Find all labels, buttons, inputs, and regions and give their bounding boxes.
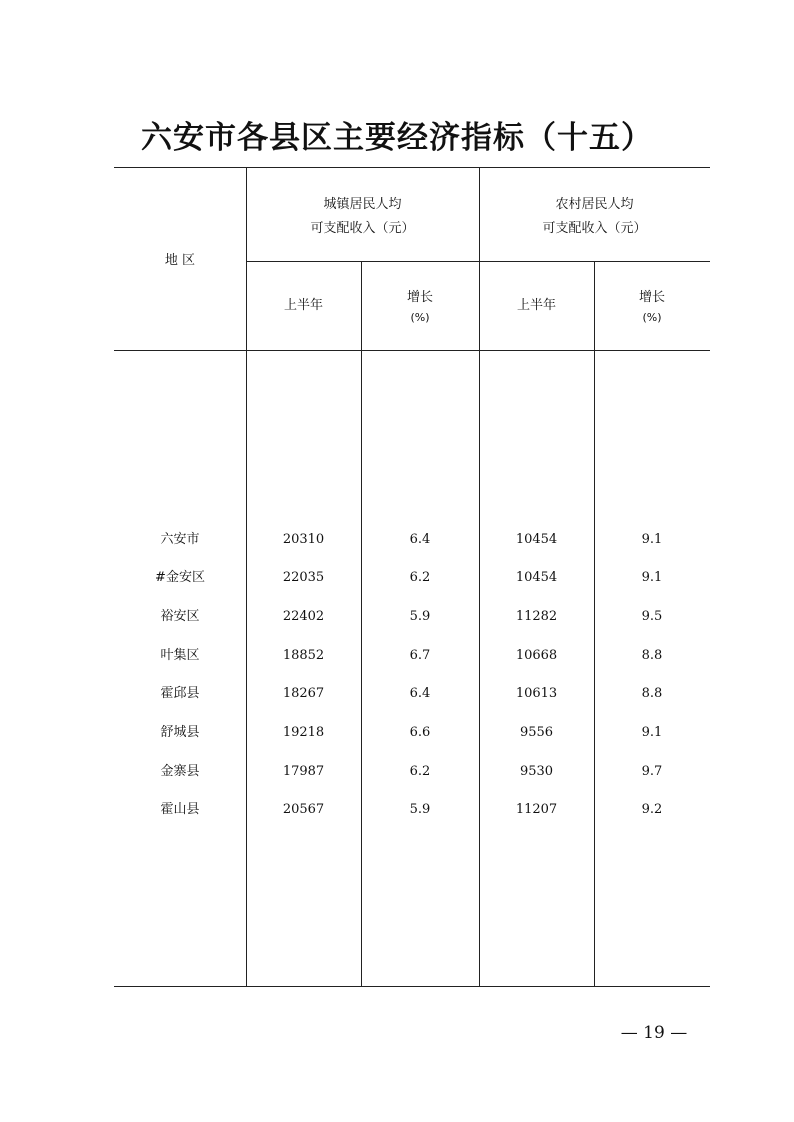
urban-income-header <box>246 193 479 241</box>
rural-income-header-line2: 可支配收入（元） <box>542 221 647 236</box>
region-cell: 霍邱县 <box>160 686 200 701</box>
urban-growth-unit: (%) <box>410 311 430 324</box>
urban-income-cell: 17987 <box>282 764 325 779</box>
rural-growth-cell: 8.8 <box>641 648 663 663</box>
region-cell: #金安区 <box>155 570 205 585</box>
urban-income-cell: 19218 <box>282 725 325 740</box>
urban-growth-cell: 6.4 <box>409 532 431 547</box>
urban-income-cell: 20567 <box>282 802 325 817</box>
region-header: 地 区 <box>164 253 196 268</box>
urban-growth-cell: 6.6 <box>409 725 431 740</box>
rural-growth-cell: 9.1 <box>641 532 663 547</box>
region-cell: 舒城县 <box>160 725 200 740</box>
urban-growth-label: 增长 <box>406 290 433 305</box>
region-cell: 裕安区 <box>160 609 200 624</box>
rural-income-cell: 10613 <box>515 686 558 701</box>
urban-first-half-header: 上半年 <box>283 298 323 313</box>
table-bottom-rule <box>114 986 710 987</box>
page-title: 六安市各县区主要经济指标（十五） <box>141 120 653 156</box>
rural-income-header-line1: 农村居民人均 <box>555 197 634 212</box>
page-number: — 19 — <box>620 1023 688 1043</box>
header-sub-rule <box>246 261 710 262</box>
rural-growth-label: 增长 <box>638 290 665 305</box>
rural-income-cell: 11207 <box>515 802 558 817</box>
urban-income-cell: 22035 <box>282 570 325 585</box>
urban-income-cell: 22402 <box>282 609 325 624</box>
rural-growth-cell: 9.5 <box>641 609 663 624</box>
rural-growth-cell: 9.1 <box>641 570 663 585</box>
rural-income-cell: 10454 <box>515 570 558 585</box>
urban-growth-header <box>361 288 479 328</box>
region-cell: 六安市 <box>160 532 200 547</box>
urban-growth-cell: 5.9 <box>409 609 431 624</box>
rural-growth-unit: (%) <box>642 311 662 324</box>
header-bottom-rule <box>114 350 710 351</box>
urban-income-header-line2: 可支配收入（元） <box>310 221 415 236</box>
region-cell: 霍山县 <box>160 802 200 817</box>
urban-growth-cell: 6.7 <box>409 648 431 663</box>
urban-income-cell: 20310 <box>282 532 325 547</box>
urban-growth-cell: 6.4 <box>409 686 431 701</box>
urban-growth-cell: 5.9 <box>409 802 431 817</box>
rural-growth-cell: 9.1 <box>641 725 663 740</box>
rural-income-cell: 10668 <box>515 648 558 663</box>
rural-income-cell: 10454 <box>515 532 558 547</box>
rural-first-half-header: 上半年 <box>516 298 556 313</box>
urban-income-cell: 18852 <box>282 648 325 663</box>
urban-growth-cell: 6.2 <box>409 570 431 585</box>
rural-income-cell: 11282 <box>515 609 558 624</box>
region-cell: 叶集区 <box>160 648 200 663</box>
table-top-rule <box>114 167 710 168</box>
urban-income-cell: 18267 <box>282 686 325 701</box>
urban-income-header-line1: 城镇居民人均 <box>323 197 402 212</box>
urban-growth-cell: 6.2 <box>409 764 431 779</box>
rural-income-cell: 9556 <box>519 725 554 740</box>
rural-growth-header <box>594 288 710 328</box>
rural-income-header <box>479 193 710 241</box>
rural-growth-cell: 9.2 <box>641 802 663 817</box>
rural-growth-cell: 8.8 <box>641 686 663 701</box>
rural-income-cell: 9530 <box>519 764 554 779</box>
region-cell: 金寨县 <box>160 764 200 779</box>
rural-growth-cell: 9.7 <box>641 764 663 779</box>
